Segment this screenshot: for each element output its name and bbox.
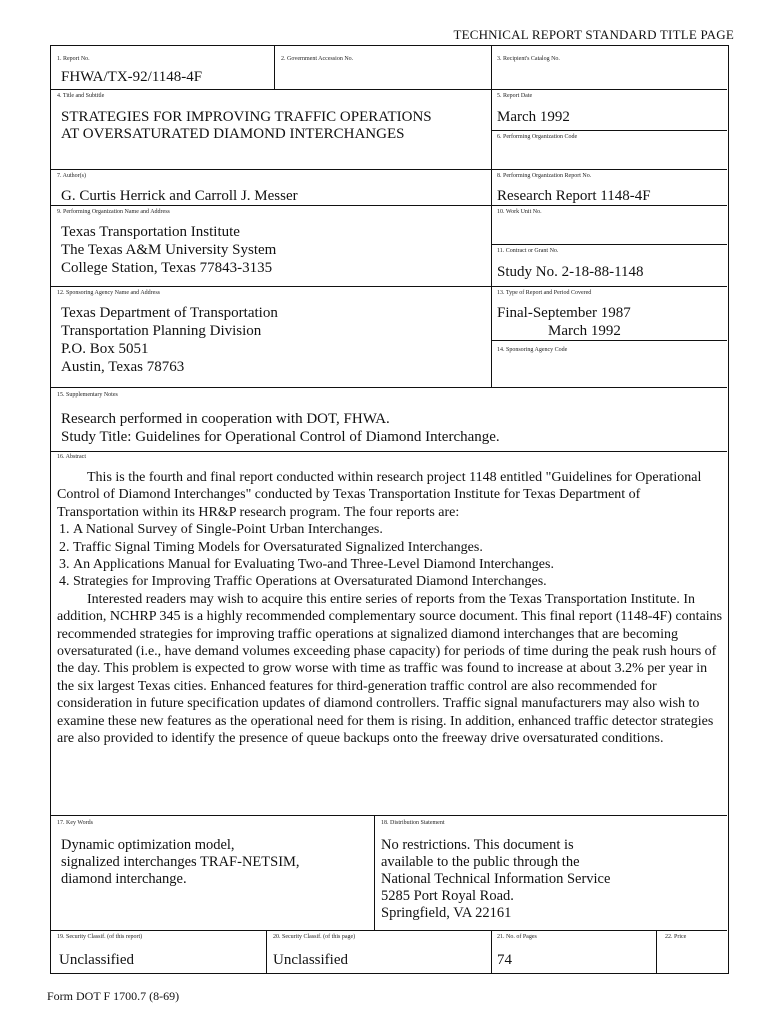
performing-org-line-1: Texas Transportation Institute [61,224,240,240]
row-divider [51,451,727,452]
performing-org-label: 9. Performing Organization Name and Address [57,209,170,215]
distribution-line-4: 5285 Port Royal Road. [381,888,514,904]
sponsor-label: 12. Sponsoring Agency Name and Address [57,290,160,296]
title-page-form [50,45,729,974]
org-code-label: 6. Performing Organization Code [497,134,578,140]
authors-value: G. Curtis Herrick and Carroll J. Messer [61,188,298,204]
contract-label: 11. Contract or Grant No. [497,248,559,254]
column-divider [374,815,375,930]
row-divider [51,387,727,388]
report-date-value: March 1992 [497,109,570,125]
column-divider [491,930,492,973]
security-page-label: 20. Security Classif. (of this page) [273,934,356,940]
abstract-intro: This is the fourth and final report conducted within research project 1148 entitled "Guidelines for Operational Control of Diamond Interchanges" conducted by Texas Transportation Institute for Texas Department of Transportation within its HR&P research program. The four reports are: [57,470,702,520]
abstract-body: Interested readers may wish to acquire this entire series of reports from the Texas Transportation Institute. In addition, NCHRP 345 is a highly recommended complementary source document. This final report (1148-4F) contains recommended strategies for improving traffic operations at signalized diamond interchanges that are becoming oversaturated (i.e., have demand volumes exceeding phase capacity) for periods of time during the peak rush hours of the day. This problem is expected to grow worse with time as traffic was found to increase at about 3.2% per year in the six largest Texas cities. Enhanced features for third-generation traffic control are also recommended for consideration in future specification updates of diamond controllers. Traffic signal manufacturers may also wish to examine these new features as the operational need for them is rising. In addition, enhanced traffic detector strategies are also provided to identify the presence of queue backups onto the freeway drive oversaturated conditions. [57,591,723,747]
key-words-label: 17. Key Words [57,820,93,826]
report-type-line-2: March 1992 [548,323,621,339]
column-divider [266,930,267,973]
contract-value: Study No. 2-18-88-1148 [497,264,644,280]
title-line-2: AT OVERSATURATED DIAMOND INTERCHANGES [61,126,405,142]
row-divider [51,815,727,816]
supplementary-label: 15. Supplementary Notes [57,392,118,398]
key-words-line-2: signalized interchanges TRAF-NETSIM, [61,854,300,870]
report-no-label: 1. Report No. [57,56,90,62]
org-report-no-label: 8. Performing Organization Report No. [497,173,592,179]
security-report-label: 19. Security Classif. (of this report) [57,934,143,940]
sponsor-line-2: Transportation Planning Division [61,323,262,339]
column-divider [274,46,275,89]
distribution-line-3: National Technical Information Service [381,871,611,887]
row-divider [51,286,727,287]
key-words-line-3: diamond interchange. [61,871,187,887]
supplementary-line-2: Study Title: Guidelines for Operational Control of Diamond Interchange. [61,429,500,445]
authors-label: 7. Author(s) [57,173,86,179]
distribution-line-2: available to the public through the [381,854,580,870]
performing-org-line-3: College Station, Texas 77843-3135 [61,260,273,276]
abstract-label: 16. Abstract [57,454,86,460]
sponsor-code-label: 14. Sponsoring Agency Code [497,347,568,353]
distribution-line-1: No restrictions. This document is [381,837,574,853]
distribution-line-5: Springfield, VA 22161 [381,905,512,921]
pages-value: 74 [497,952,512,968]
report-date-label: 5. Report Date [497,93,533,99]
title-line-1: STRATEGIES FOR IMPROVING TRAFFIC OPERATIONS [61,109,432,125]
form-footer-id: Form DOT F 1700.7 (8-69) [47,989,180,1003]
report-no-value: FHWA/TX-92/1148-4F [61,69,203,85]
security-report-value: Unclassified [59,952,134,968]
key-words-line-1: Dynamic optimization model, [61,837,235,853]
cell-divider [491,130,727,131]
column-divider [491,46,492,387]
sponsor-line-1: Texas Department of Transportation [61,305,278,321]
report-type-label: 13. Type of Report and Period Covered [497,290,592,296]
gov-accession-label: 2. Government Accession No. [281,56,354,62]
sponsor-line-4: Austin, Texas 78763 [61,359,185,375]
report-type-line-1: Final-September 1987 [497,305,631,321]
list-item: 4. Strategies for Improving Traffic Operations at Oversaturated Diamond Interchanges. [73,573,723,590]
row-divider [51,205,727,206]
column-divider [656,930,657,973]
price-label: 22. Price [665,934,687,940]
row-divider [51,89,727,90]
work-unit-label: 10. Work Unit No. [497,209,542,215]
list-item: 2. Traffic Signal Timing Models for Oversaturated Signalized Interchanges. [73,539,723,556]
org-report-no-value: Research Report 1148-4F [497,188,651,204]
sponsor-line-3: P.O. Box 5051 [61,341,149,357]
title-label: 4. Title and Subtitle [57,93,105,99]
cell-divider [491,244,727,245]
cell-divider [491,340,727,341]
abstract-text [57,469,723,748]
list-item: 3. An Applications Manual for Evaluating Two-and Three-Level Diamond Interchanges. [73,556,723,573]
supplementary-line-1: Research performed in cooperation with DOT, FHWA. [61,411,390,427]
row-divider [51,930,727,931]
security-page-value: Unclassified [273,952,348,968]
performing-org-line-2: The Texas A&M University System [61,242,277,258]
row-divider [51,169,727,170]
report-list [57,521,723,591]
catalog-no-label: 3. Recipient's Catalog No. [497,56,560,62]
list-item: 1. A National Survey of Single-Point Urban Interchanges. [73,521,723,538]
distribution-label: 18. Distribution Statement [381,820,445,826]
pages-label: 21. No. of Pages [497,934,537,940]
form-header-title: TECHNICAL REPORT STANDARD TITLE PAGE [453,27,734,42]
